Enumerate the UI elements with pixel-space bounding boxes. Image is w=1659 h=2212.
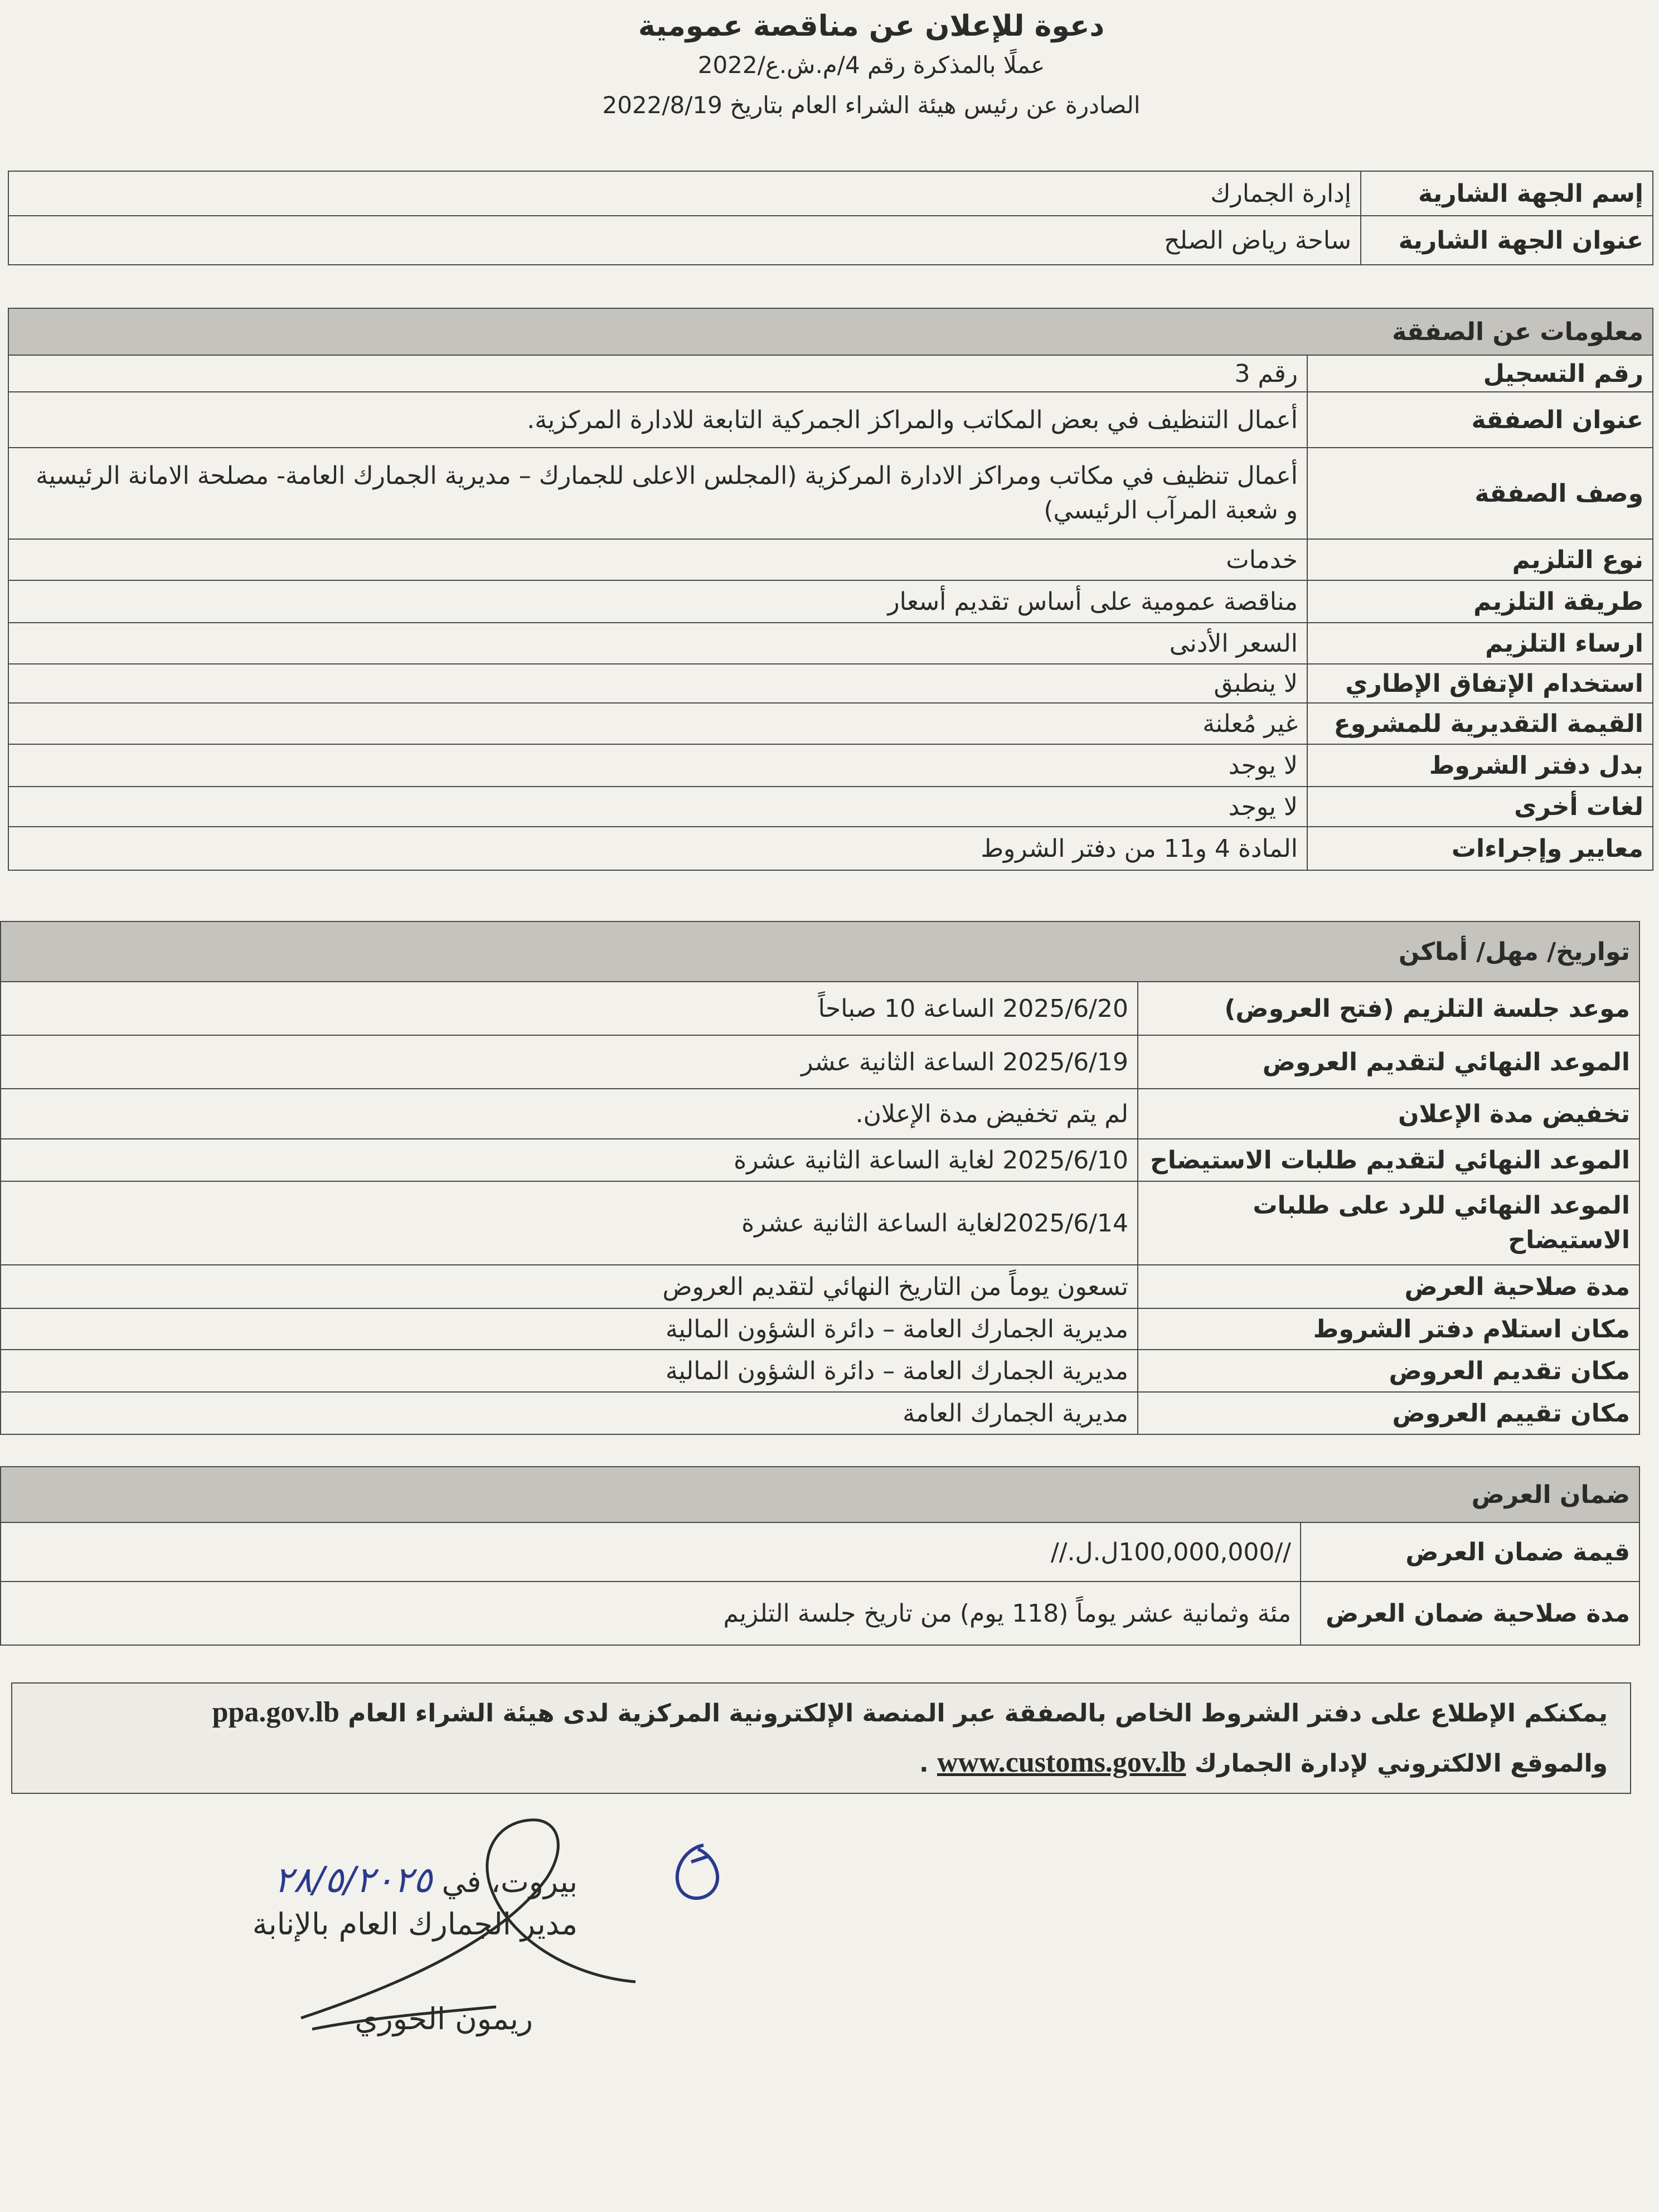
notice-end: . (919, 1749, 929, 1778)
row-label: رقم التسجيل (1307, 355, 1653, 392)
row-value: تسعون يوماً من التاريخ النهائي لتقديم العروض (1, 1265, 1138, 1308)
issuer-line: الصادرة عن رئيس هيئة الشراء العام بتاريخ 2022/8/19 (602, 91, 1141, 119)
notice-text-1: يمكنكم الإطلاع على دفتر الشروط الخاص بالصفقة عبر المنصة الإلكترونية المركزية لدى هيئة الشراء العام (348, 1699, 1608, 1728)
signature-city: بيروت، في (442, 1864, 578, 1899)
customs-link[interactable]: www.customs.gov.lb (937, 1747, 1186, 1778)
row-label: الموعد النهائي لتقديم العروض (1138, 1035, 1639, 1089)
row-label: القيمة التقديرية للمشروع (1307, 703, 1653, 744)
row-label: بدل دفتر الشروط (1307, 744, 1653, 787)
row-value: رقم 3 (8, 355, 1307, 392)
row-label: الموعد النهائي لتقديم طلبات الاستيضاح (1138, 1139, 1639, 1181)
row-value: مناقصة عمومية على أساس تقديم أسعار (8, 580, 1307, 623)
row-value: مديرية الجمارك العامة – دائرة الشؤون المالية (1, 1350, 1138, 1392)
row-value: 2025/6/20 الساعة 10 صباحاً (1, 982, 1138, 1035)
dates-heading: تواريخ/ مهل/ أماكن (1, 921, 1639, 982)
row-label: مكان تقييم العروض (1138, 1392, 1639, 1434)
buyer-name-label: إسم الجهة الشارية (1361, 171, 1653, 216)
row-label: موعد جلسة التلزيم (فتح العروض) (1138, 982, 1639, 1035)
row-label: قيمة ضمان العرض (1301, 1522, 1639, 1582)
signatory-title: مدير الجمارك العام بالإنابة (252, 1907, 578, 1942)
row-value: لا ينطبق (8, 664, 1307, 703)
row-value: السعر الأدنى (8, 623, 1307, 664)
row-value: خدمات (8, 539, 1307, 580)
document-title: دعوة للإعلان عن مناقصة عمومية (638, 9, 1105, 43)
row-label: وصف الصفقة (1307, 448, 1653, 539)
row-label: معايير وإجراءات (1307, 827, 1653, 870)
notice-text-2: والموقع الالكتروني لإدارة الجمارك (1194, 1749, 1608, 1778)
row-label: مكان استلام دفتر الشروط (1138, 1308, 1639, 1350)
memo-reference: عملًا بالمذكرة رقم 4/م.ش.ع/2022 (697, 51, 1045, 79)
buyer-name-value: إدارة الجمارك (8, 171, 1361, 216)
row-label: مدة صلاحية العرض (1138, 1265, 1639, 1308)
row-value: مديرية الجمارك العامة (1, 1392, 1138, 1434)
row-value: غير مُعلنة (8, 703, 1307, 744)
row-label: مدة صلاحية ضمان العرض (1301, 1582, 1639, 1645)
row-value: 2025/6/10 لغاية الساعة الثانية عشرة (1, 1139, 1138, 1181)
row-label: تخفيض مدة الإعلان (1138, 1089, 1639, 1139)
signatory-name: ريمون الخوري (355, 2001, 533, 2036)
row-value: لا يوجد (8, 744, 1307, 787)
row-value: //100,000,000ل.ل.// (1, 1522, 1301, 1582)
row-label: نوع التلزيم (1307, 539, 1653, 580)
row-label: عنوان الصفقة (1307, 392, 1653, 448)
row-label: لغات أخرى (1307, 787, 1653, 827)
row-label: طريقة التلزيم (1307, 580, 1653, 623)
row-value: لم يتم تخفيض مدة الإعلان. (1, 1089, 1138, 1139)
row-label: استخدام الإتفاق الإطاري (1307, 664, 1653, 703)
row-value: أعمال التنظيف في بعض المكاتب والمراكز الجمركية التابعة للادارة المركزية. (8, 392, 1307, 448)
row-value: مئة وثمانية عشر يوماً (118 يوم) من تاريخ جلسة التلزيم (1, 1582, 1301, 1645)
buyer-address-value: ساحة رياض الصلح (8, 216, 1361, 265)
row-value: 2025/6/19 الساعة الثانية عشر (1, 1035, 1138, 1089)
row-value: أعمال تنظيف في مكاتب ومراكز الادارة المركزية (المجلس الاعلى للجمارك – مديرية الجمارك العامة- مصلحة الامانة الرئيسية و شعبة المرآب الرئيسي) (8, 448, 1307, 539)
row-value: مديرية الجمارك العامة – دائرة الشؤون المالية (1, 1308, 1138, 1350)
buyer-address-label: عنوان الجهة الشارية (1361, 216, 1653, 265)
deal-heading: معلومات عن الصفقة (8, 308, 1653, 355)
row-label: الموعد النهائي للرد على طلبات الاستيضاح (1138, 1181, 1639, 1265)
row-value: المادة 4 و11 من دفتر الشروط (8, 827, 1307, 870)
row-value: لا يوجد (8, 787, 1307, 827)
guarantee-heading: ضمان العرض (1, 1467, 1639, 1522)
row-label: ارساء التلزيم (1307, 623, 1653, 664)
signature-date: ٢٨/٥/٢٠٢٥ (274, 1860, 433, 1901)
row-label: مكان تقديم العروض (1138, 1350, 1639, 1392)
row-value: 2025/6/14لغاية الساعة الثانية عشرة (1, 1181, 1138, 1265)
ppa-link[interactable]: ppa.gov.lb (212, 1696, 339, 1728)
